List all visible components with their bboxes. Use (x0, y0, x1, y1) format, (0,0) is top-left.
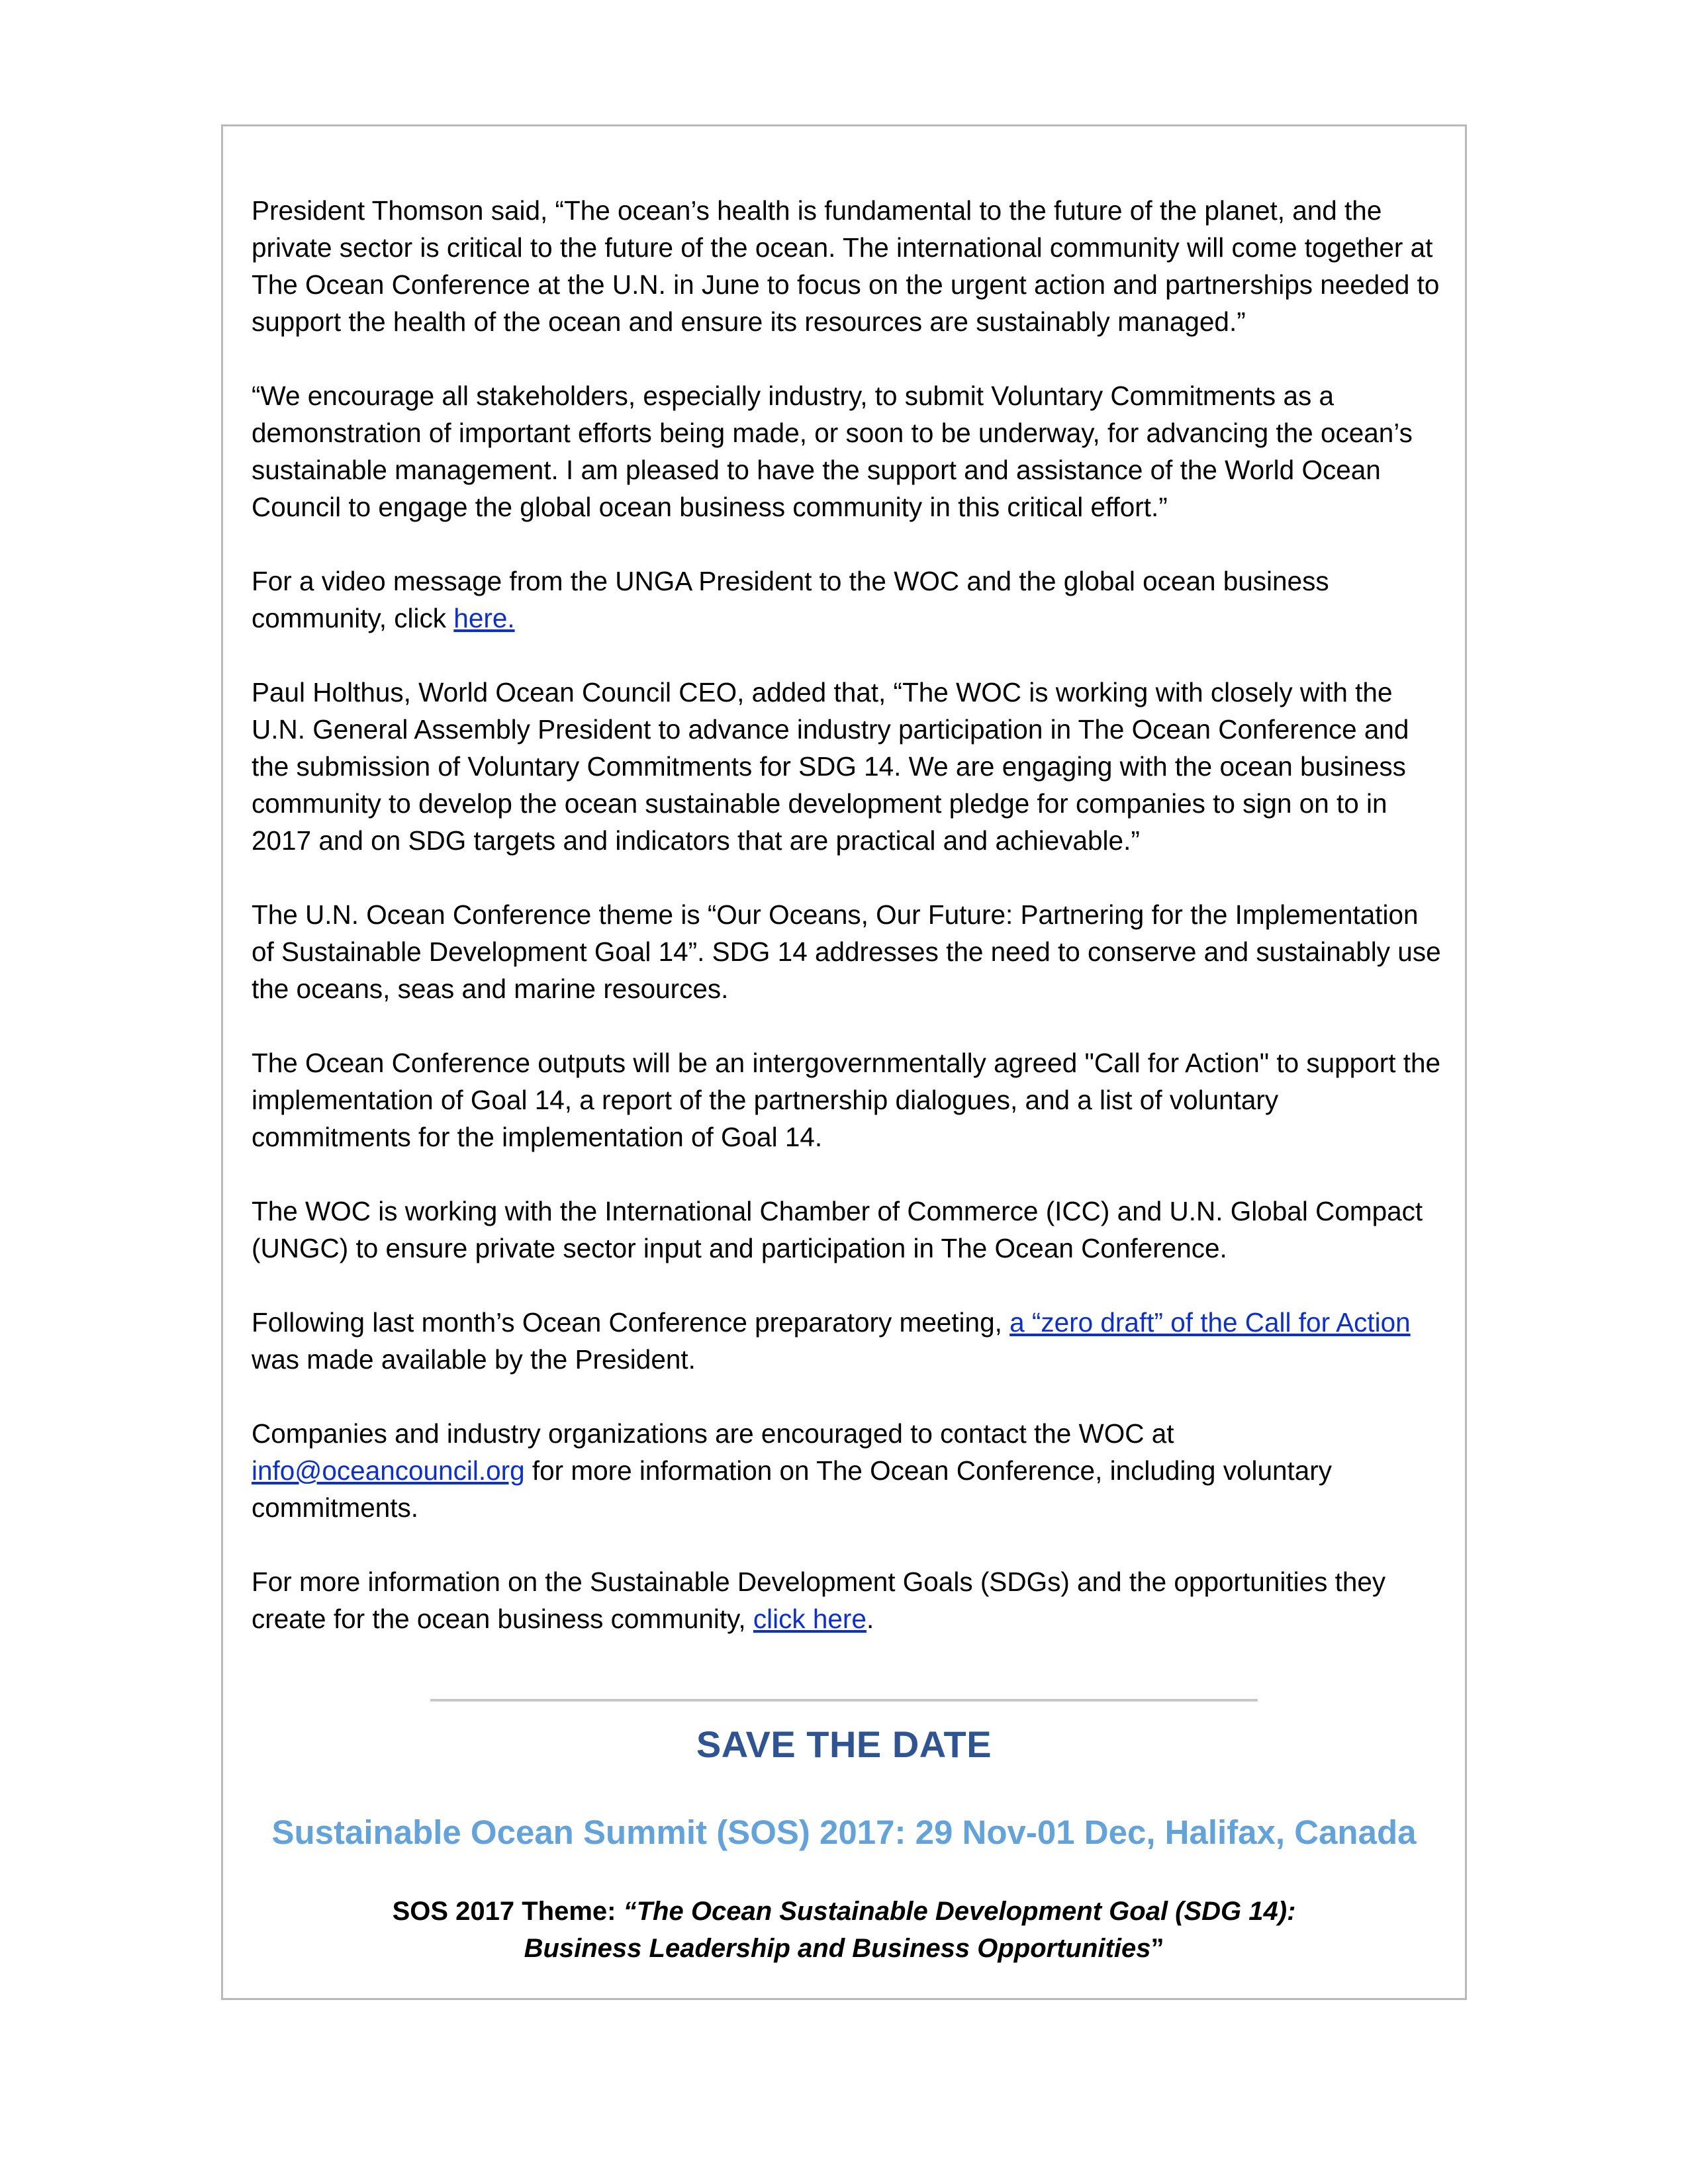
paragraph-icc-ungc (252, 1193, 1443, 1267)
paragraph-text: . (866, 1604, 874, 1634)
theme-closing-quote: ” (1150, 1934, 1164, 1963)
paragraph-text: for more information on The Ocean Conference, including voluntary commitments. (252, 1455, 1333, 1523)
summit-theme (221, 1893, 1467, 1967)
paragraph-text: The Ocean Conference outputs will be an intergovernmentally agreed "Call for Action" to support the implementation of Goal 14, a report of the partnership dialogues, and a list of voluntary commitments for the implementation of Goal 14. (252, 1048, 1441, 1152)
theme-title-part-1: “The Ocean Sustainable Development Goal (SDG 14): (623, 1897, 1296, 1926)
paragraph-president-quote (252, 192, 1443, 340)
paragraph-text: The WOC is working with the International Chamber of Commerce (ICC) and U.N. Global Compact (UNGC) to ensure private sector input and participation in The Ocean Conference. (252, 1196, 1423, 1263)
theme-line-2 (221, 1930, 1467, 1967)
paragraph-sdg-info (252, 1563, 1443, 1637)
save-the-date-heading: SAVE THE DATE (696, 1723, 992, 1765)
paragraph-text: For a video message from the UNGA President to the WOC and the global ocean business community, click (252, 566, 1329, 633)
paragraph-text: President Thomson said, “The ocean’s health is fundamental to the future of the planet, and the private sector is critical to the future of the ocean. The international community will come together at The Ocean Conference at the U.N. in June to focus on the urgent action and partnerships needed to support the health of the ocean and ensure its resources are sustainably managed.” (252, 195, 1440, 337)
paragraph-contact (252, 1415, 1443, 1526)
summit-title: Sustainable Ocean Summit (SOS) 2017: 29 Nov-01 Dec, Halifax, Canada (271, 1813, 1417, 1851)
paragraph-conference-theme (252, 896, 1443, 1007)
article-body (252, 192, 1443, 1637)
paragraph-zero-draft (252, 1304, 1443, 1378)
paragraph-text: For more information on the Sustainable Development Goals (SDGs) and the opportunities they create for the ocean business community, (252, 1567, 1386, 1634)
paragraph-text: was made available by the President. (252, 1344, 696, 1375)
paragraph-text: Paul Holthus, World Ocean Council CEO, added that, “The WOC is working with closely with the U.N. General Assembly President to advance industry participation in The Ocean Conference and the submission of Voluntary Commitments for SDG 14. We are engaging with the ocean business community to develop the ocean sustainable development pledge for companies to sign on to in 2017 and on SDG targets and indicators that are practical and achievable.” (252, 677, 1409, 856)
video-here-link[interactable]: here. (453, 603, 515, 633)
paragraph-text: The U.N. Ocean Conference theme is “Our Oceans, Our Future: Partnering for the Implementation of Sustainable Development Goal 14”. SDG 14 addresses the need to conserve and sustainably use the oceans, seas and marine resources. (252, 899, 1441, 1004)
paragraph-conference-outputs (252, 1044, 1443, 1156)
sdg-click-here-link[interactable]: click here (753, 1604, 867, 1634)
paragraph-text: “We encourage all stakeholders, especially industry, to submit Voluntary Commitments as a demonstration of important efforts being made, or soon to be underway, for advancing the ocean’s sustainable management. I am pleased to have the support and assistance of the World Ocean Council to engage the global ocean business community in this critical effort.” (252, 381, 1413, 522)
paragraph-text: Companies and industry organizations are encouraged to contact the WOC at (252, 1418, 1174, 1449)
zero-draft-link[interactable]: a “zero draft” of the Call for Action (1009, 1307, 1411, 1338)
theme-label: SOS 2017 Theme: (392, 1897, 624, 1926)
paragraph-stakeholders-quote (252, 377, 1443, 525)
paragraph-text: Following last month’s Ocean Conference preparatory meeting, (252, 1307, 1010, 1338)
theme-title-part-2: Business Leadership and Business Opportunities (524, 1934, 1151, 1963)
paragraph-holthus-quote (252, 674, 1443, 859)
section-divider (430, 1699, 1258, 1702)
email-link[interactable]: info@oceancouncil.org (252, 1455, 525, 1486)
paragraph-video-message (252, 563, 1443, 637)
theme-line-1 (221, 1893, 1467, 1930)
